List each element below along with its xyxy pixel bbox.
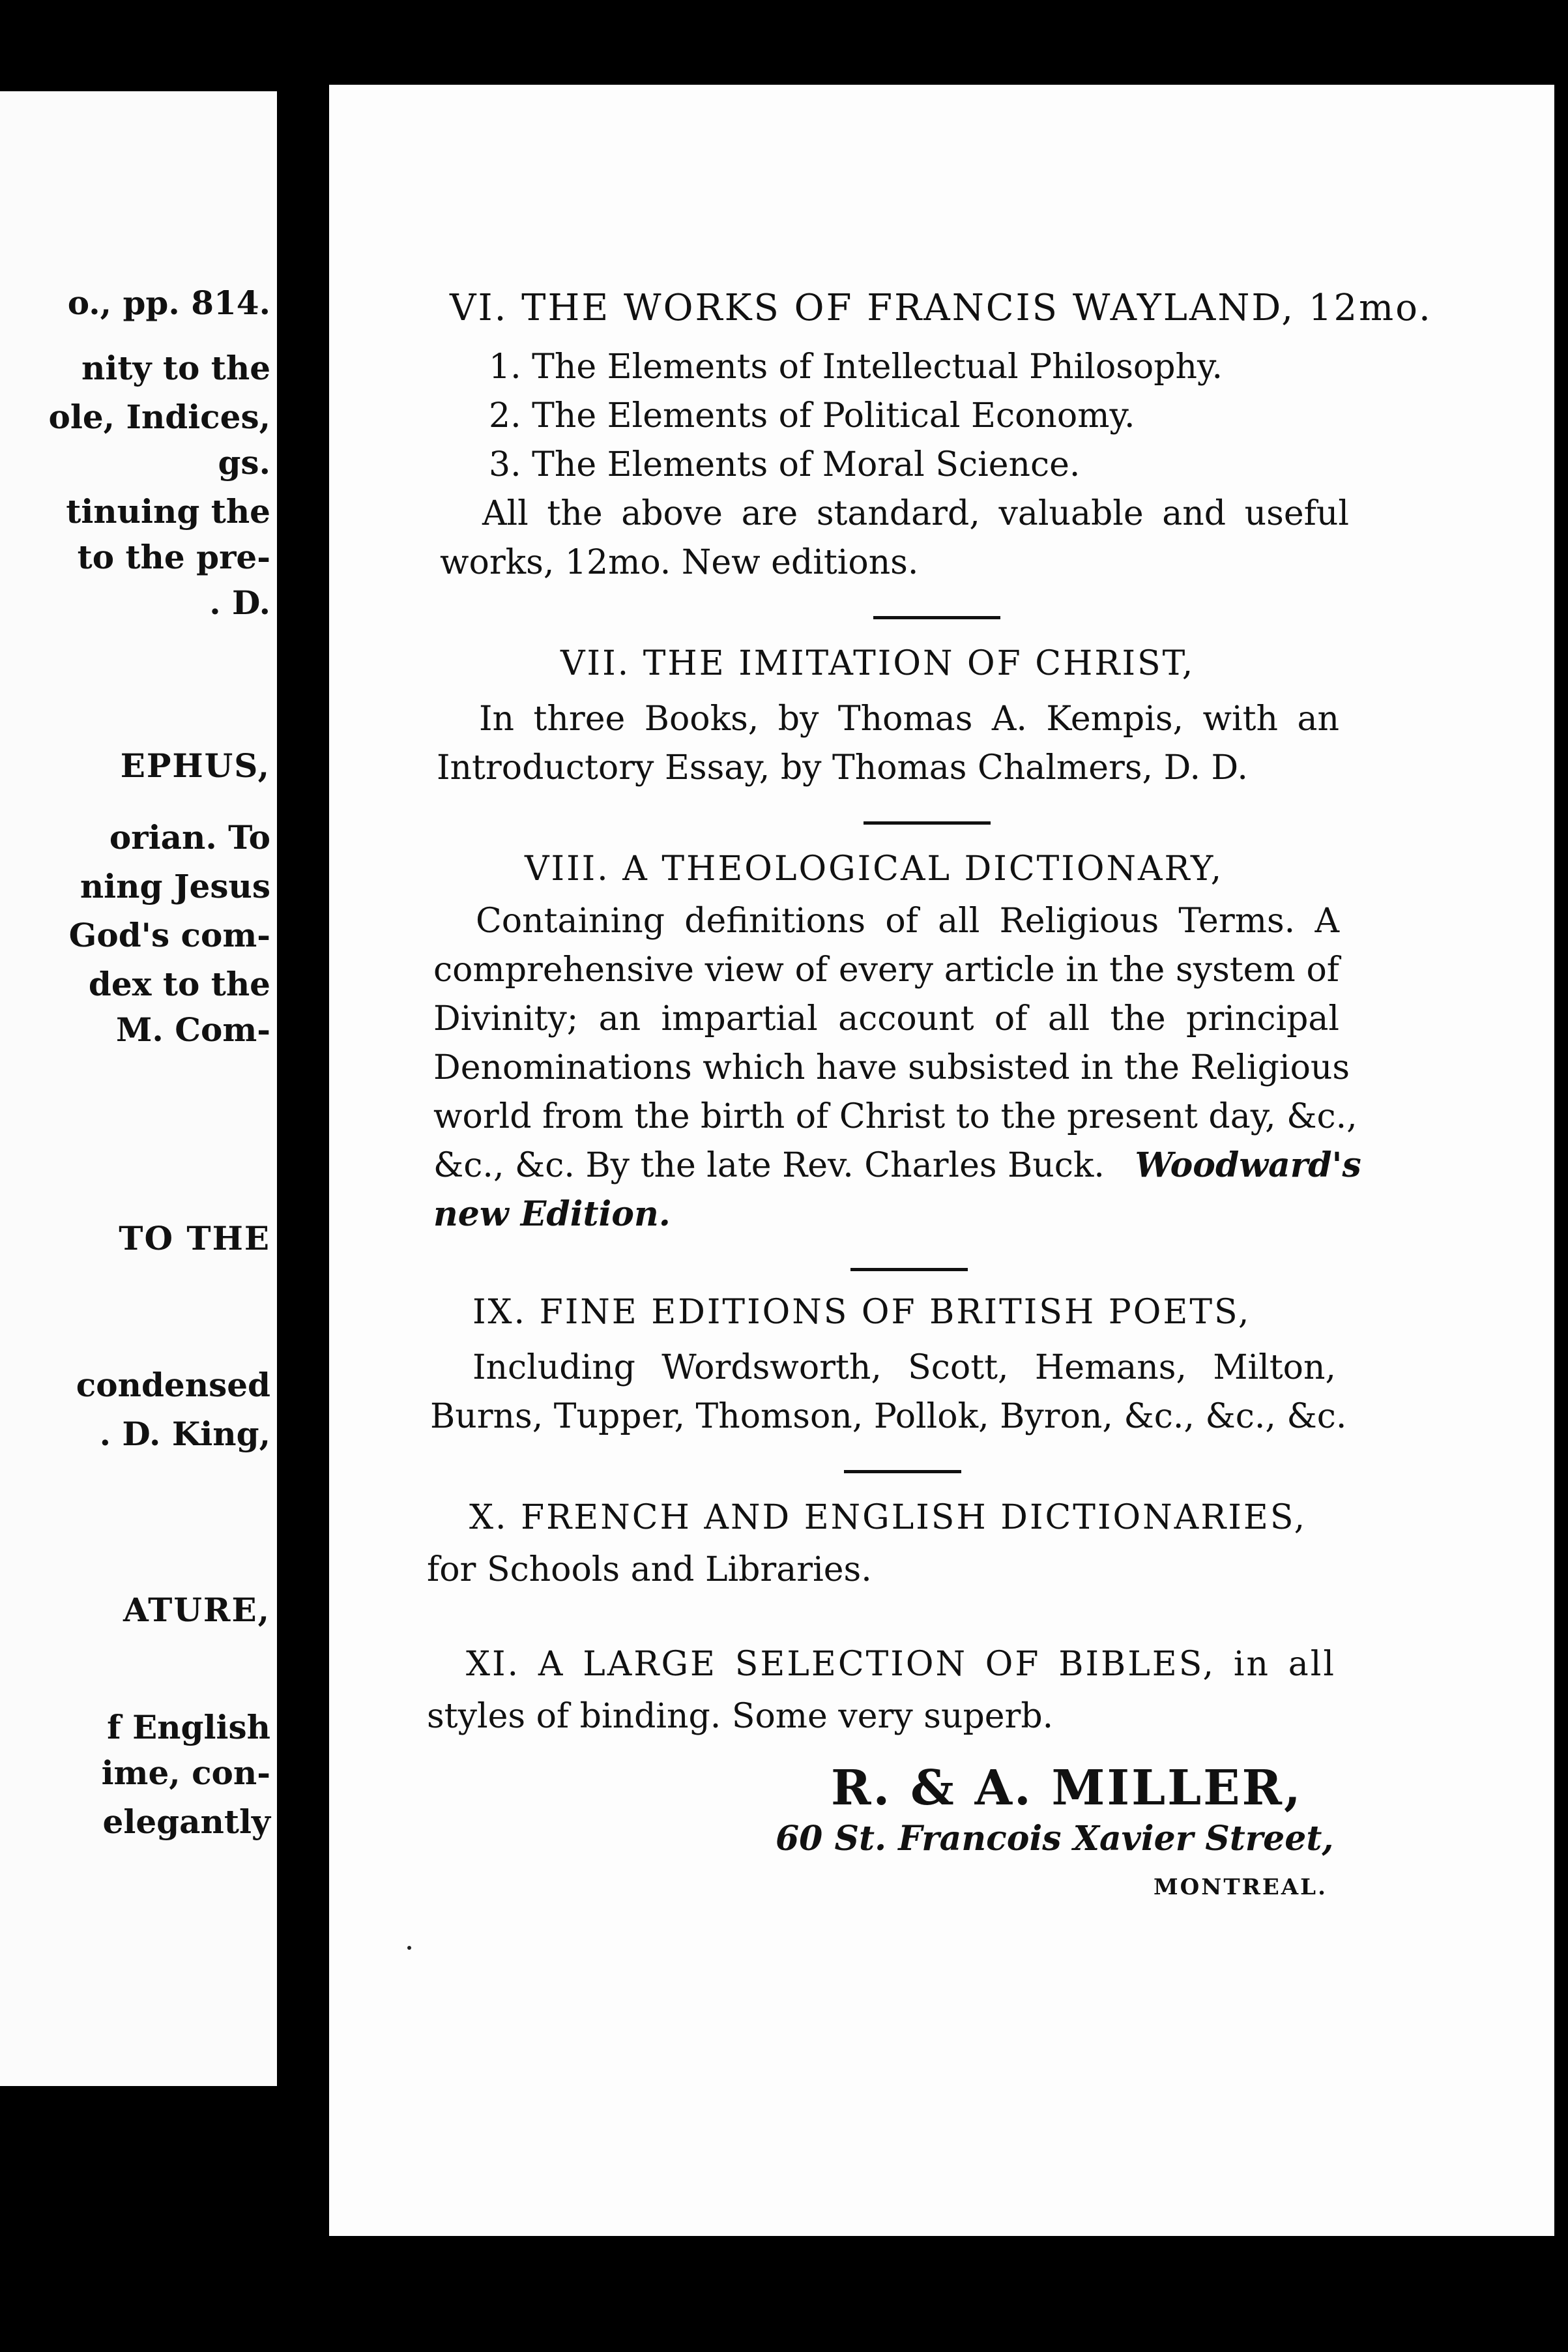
left-line: . D. King, <box>99 1415 270 1453</box>
section-ix-body: Including Wordsworth, Scott, Hemans, Milton, <box>472 1348 1336 1387</box>
section-ix-body: Burns, Tupper, Thomson, Pollok, Byron, &c., &c., &c. <box>430 1397 1347 1436</box>
left-line: M. Com- <box>116 1010 270 1049</box>
left-line: o., pp. 814. <box>67 284 270 322</box>
section-vi-body: works, 12mo. New editions. <box>440 543 919 582</box>
publisher-name: R. & A. MILLER, <box>831 1760 1303 1816</box>
left-line: ole, Indices, <box>48 398 270 436</box>
left-line: ime, con- <box>101 1754 270 1792</box>
section-vii-heading: VII. THE IMITATION OF CHRIST, <box>560 644 1195 683</box>
divider <box>850 1268 968 1271</box>
section-viii-body: Divinity; an impartial account of all the principal <box>433 999 1339 1038</box>
left-line: God's com- <box>68 916 270 954</box>
left-page <box>0 91 277 2086</box>
section-viii-body <box>433 1144 1361 1187</box>
section-vi-body: All the above are standard, valuable and useful <box>482 494 1349 533</box>
section-viii-body: Containing definitions of all Religious Terms. A <box>476 902 1339 941</box>
left-line: EPHUS, <box>120 746 270 785</box>
left-line: elegantly <box>102 1802 270 1841</box>
section-vi-item: 3. The Elements of Moral Science. <box>489 445 1081 484</box>
left-line: dex to the <box>88 965 270 1003</box>
section-viii-heading: VIII. A THEOLOGICAL DICTIONARY, <box>525 849 1224 889</box>
left-line: nity to the <box>81 349 270 387</box>
section-vi-heading: VI. THE WORKS OF FRANCIS WAYLAND, 12mo. <box>450 287 1432 329</box>
publisher-address: 60 St. Francois Xavier Street, <box>776 1819 1334 1859</box>
section-x-body: for Schools and Libraries. <box>427 1550 872 1589</box>
publisher-city: MONTREAL. <box>1154 1874 1328 1900</box>
left-line: to the pre- <box>77 538 270 576</box>
left-line: TO THE <box>119 1219 270 1257</box>
section-vi-item: 1. The Elements of Intellectual Philosophy. <box>489 347 1223 387</box>
section-vii-body: In three Books, by Thomas A. Kempis, with an <box>479 699 1339 739</box>
section-viii-body: world from the birth of Christ to the present day, &c., <box>433 1097 1357 1136</box>
left-line: ATURE, <box>123 1591 270 1629</box>
section-viii-body: Denominations which have subsisted in the Religious <box>433 1048 1350 1087</box>
left-line: condensed <box>76 1366 270 1404</box>
section-xi-body: styles of binding. Some very superb. <box>427 1697 1054 1736</box>
left-line: ning Jesus <box>80 867 270 905</box>
section-x-heading: X. FRENCH AND ENGLISH DICTIONARIES, <box>469 1498 1307 1537</box>
section-viii-publisher: Woodward's <box>1135 1145 1361 1185</box>
left-line: orian. To <box>109 818 270 857</box>
divider <box>873 616 1000 619</box>
left-line: f English <box>107 1708 270 1746</box>
section-vi-item: 2. The Elements of Political Economy. <box>489 396 1135 435</box>
section-viii-body: comprehensive view of every article in the system of <box>433 950 1339 990</box>
left-line: gs. <box>218 443 270 482</box>
left-line: . D. <box>209 583 270 622</box>
right-page <box>329 85 1554 2236</box>
section-viii-edition: new Edition. <box>433 1194 671 1234</box>
section-viii-last-line: &c., &c. By the late Rev. Charles Buck. <box>433 1146 1105 1185</box>
divider <box>844 1470 961 1473</box>
section-vii-body: Introductory Essay, by Thomas Chalmers, D. D. <box>437 748 1248 787</box>
divider <box>864 821 991 825</box>
section-xi-heading: XI. A LARGE SELECTION OF BIBLES, in all <box>466 1645 1336 1684</box>
ink-speck <box>407 1946 411 1950</box>
section-ix-heading: IX. FINE EDITIONS OF BRITISH POETS, <box>472 1293 1251 1332</box>
left-line: tinuing the <box>66 492 270 531</box>
